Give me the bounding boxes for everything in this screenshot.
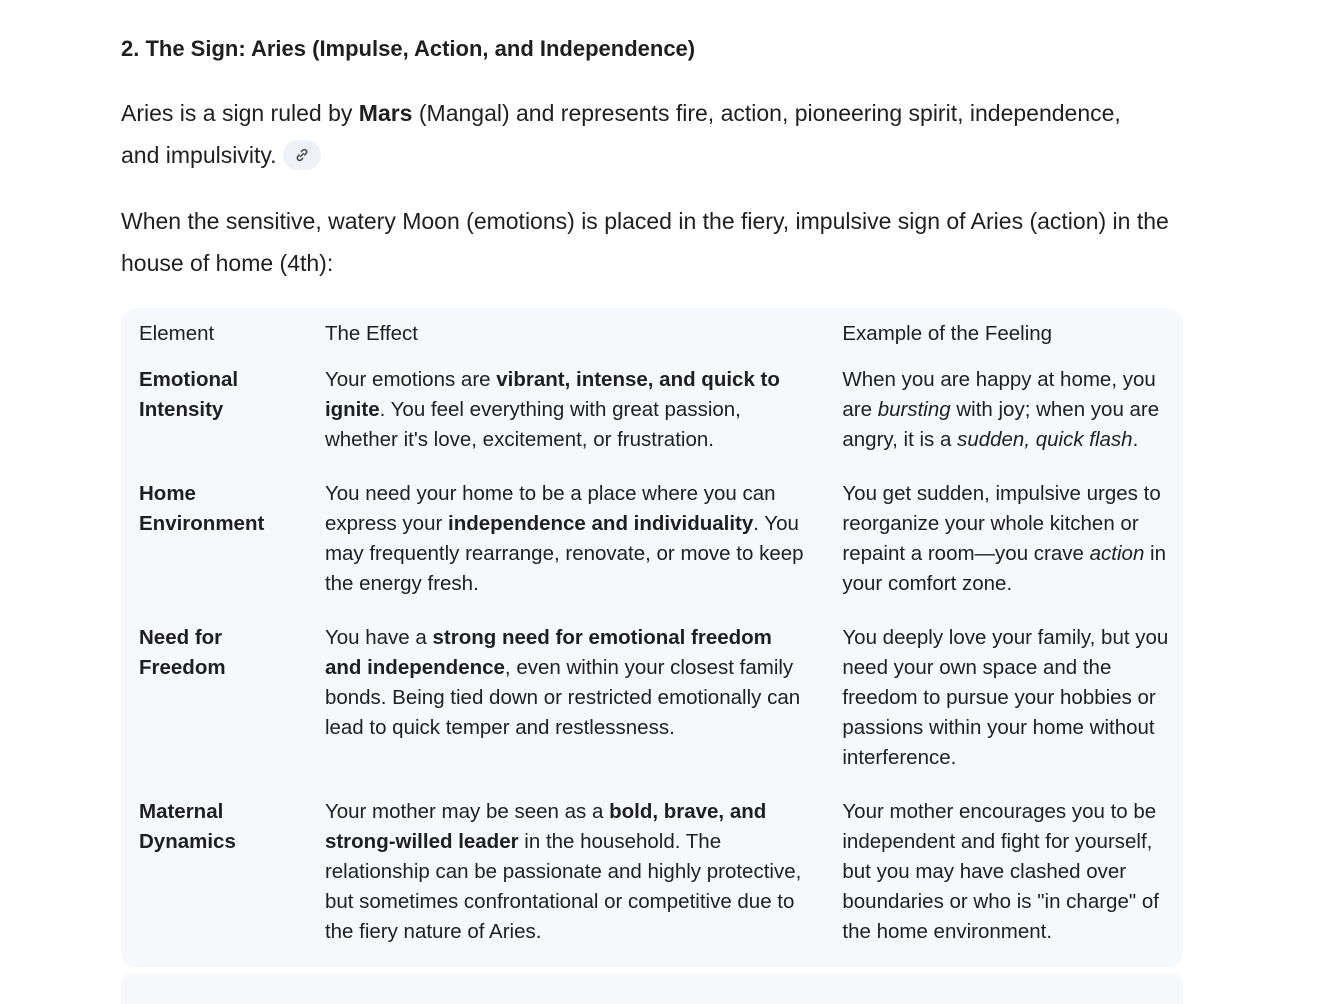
intro-paragraph (121, 92, 1121, 176)
effect-text: Your mother may be seen as a (324, 800, 610, 823)
next-card-edge (121, 974, 1183, 1004)
cell-example (842, 779, 1183, 953)
link-icon (294, 147, 310, 163)
intro-bold-mars: Mars (358, 100, 413, 126)
table-header-row (139, 318, 1183, 365)
example-text: Your mother encourages you to be independent and fight for yourself, but you may have clashed over boundaries or who is "in charge" of the home environment. (842, 800, 1159, 943)
effect-bold: strong need for emotional freedom and independence (324, 626, 772, 679)
cell-example (842, 605, 1183, 779)
example-text: When you are happy at home, you are (842, 368, 1156, 421)
cell-example (842, 461, 1183, 605)
cell-effect (325, 779, 842, 953)
cell-effect (325, 461, 842, 605)
example-text: in your comfort zone. (842, 542, 1167, 595)
example-italic: sudden, quick flash (957, 428, 1133, 451)
example-italic: bursting (877, 398, 951, 421)
cell-effect (325, 605, 842, 779)
cell-element: Maternal Dynamics (139, 800, 236, 853)
table-row (139, 779, 1183, 953)
effect-bold: independence and individuality (448, 512, 754, 535)
effect-text: . You feel everything with great passion, whether it's love, excitement, or frustration. (324, 398, 741, 451)
example-text: You get sudden, impulsive urges to reorganize your whole kitchen or repaint a room—you crave (842, 482, 1161, 565)
cell-element: Home Environment (139, 482, 265, 535)
header-effect: The Effect (324, 322, 418, 345)
example-text: . (1132, 428, 1139, 451)
header-example: Example of the Feeling (842, 322, 1053, 345)
intro-text-start: Aries is a sign ruled by (121, 100, 359, 126)
example-text: You deeply love your family, but you need your own space and the freedom to pursue your hobbies or passions within your home without interference. (842, 626, 1169, 769)
effect-bold: bold, brave, and strong-willed leader (324, 800, 767, 853)
section-heading: 2. The Sign: Aries (Impulse, Action, and Independence) (121, 36, 696, 61)
table-row (139, 365, 1183, 461)
table-row (139, 605, 1183, 779)
effect-text: in the household. The relationship can be passionate and highly protective, but sometimes confrontational or competitive due to the fiery nature of Aries. (324, 830, 802, 943)
comparison-table (139, 318, 1183, 953)
source-link-chip[interactable] (283, 140, 321, 170)
cell-example (842, 365, 1183, 461)
effect-text: . You may frequently rearrange, renovate, or move to keep the energy fresh. (324, 512, 804, 595)
cell-effect (325, 365, 842, 461)
effect-text: Your emotions are (324, 368, 497, 391)
cell-element: Need for Freedom (139, 626, 226, 679)
effect-text: , even within your closest family bonds. Being tied down or restricted emotionally can lead to quick temper and restlessness. (324, 656, 801, 739)
context-paragraph: When the sensitive, watery Moon (emotions) is placed in the fiery, impulsive sign of Aries (action) in the house of home (4th): (121, 208, 1169, 276)
header-element: Element (139, 322, 215, 345)
effect-text: You have a (324, 626, 433, 649)
cell-element: Emotional Intensity (139, 368, 239, 421)
intro-text-end: (Mangal) and represents fire, action, pioneering spirit, independence, and impulsivity. (121, 100, 1121, 168)
effect-text: You need your home to be a place where you can express your (324, 482, 776, 535)
table-row (139, 461, 1183, 605)
effect-bold: vibrant, intense, and quick to ignite (324, 368, 780, 421)
example-italic: action (1089, 542, 1145, 565)
example-text: with joy; when you are angry, it is a (842, 398, 1160, 451)
comparison-table-card (121, 308, 1183, 967)
